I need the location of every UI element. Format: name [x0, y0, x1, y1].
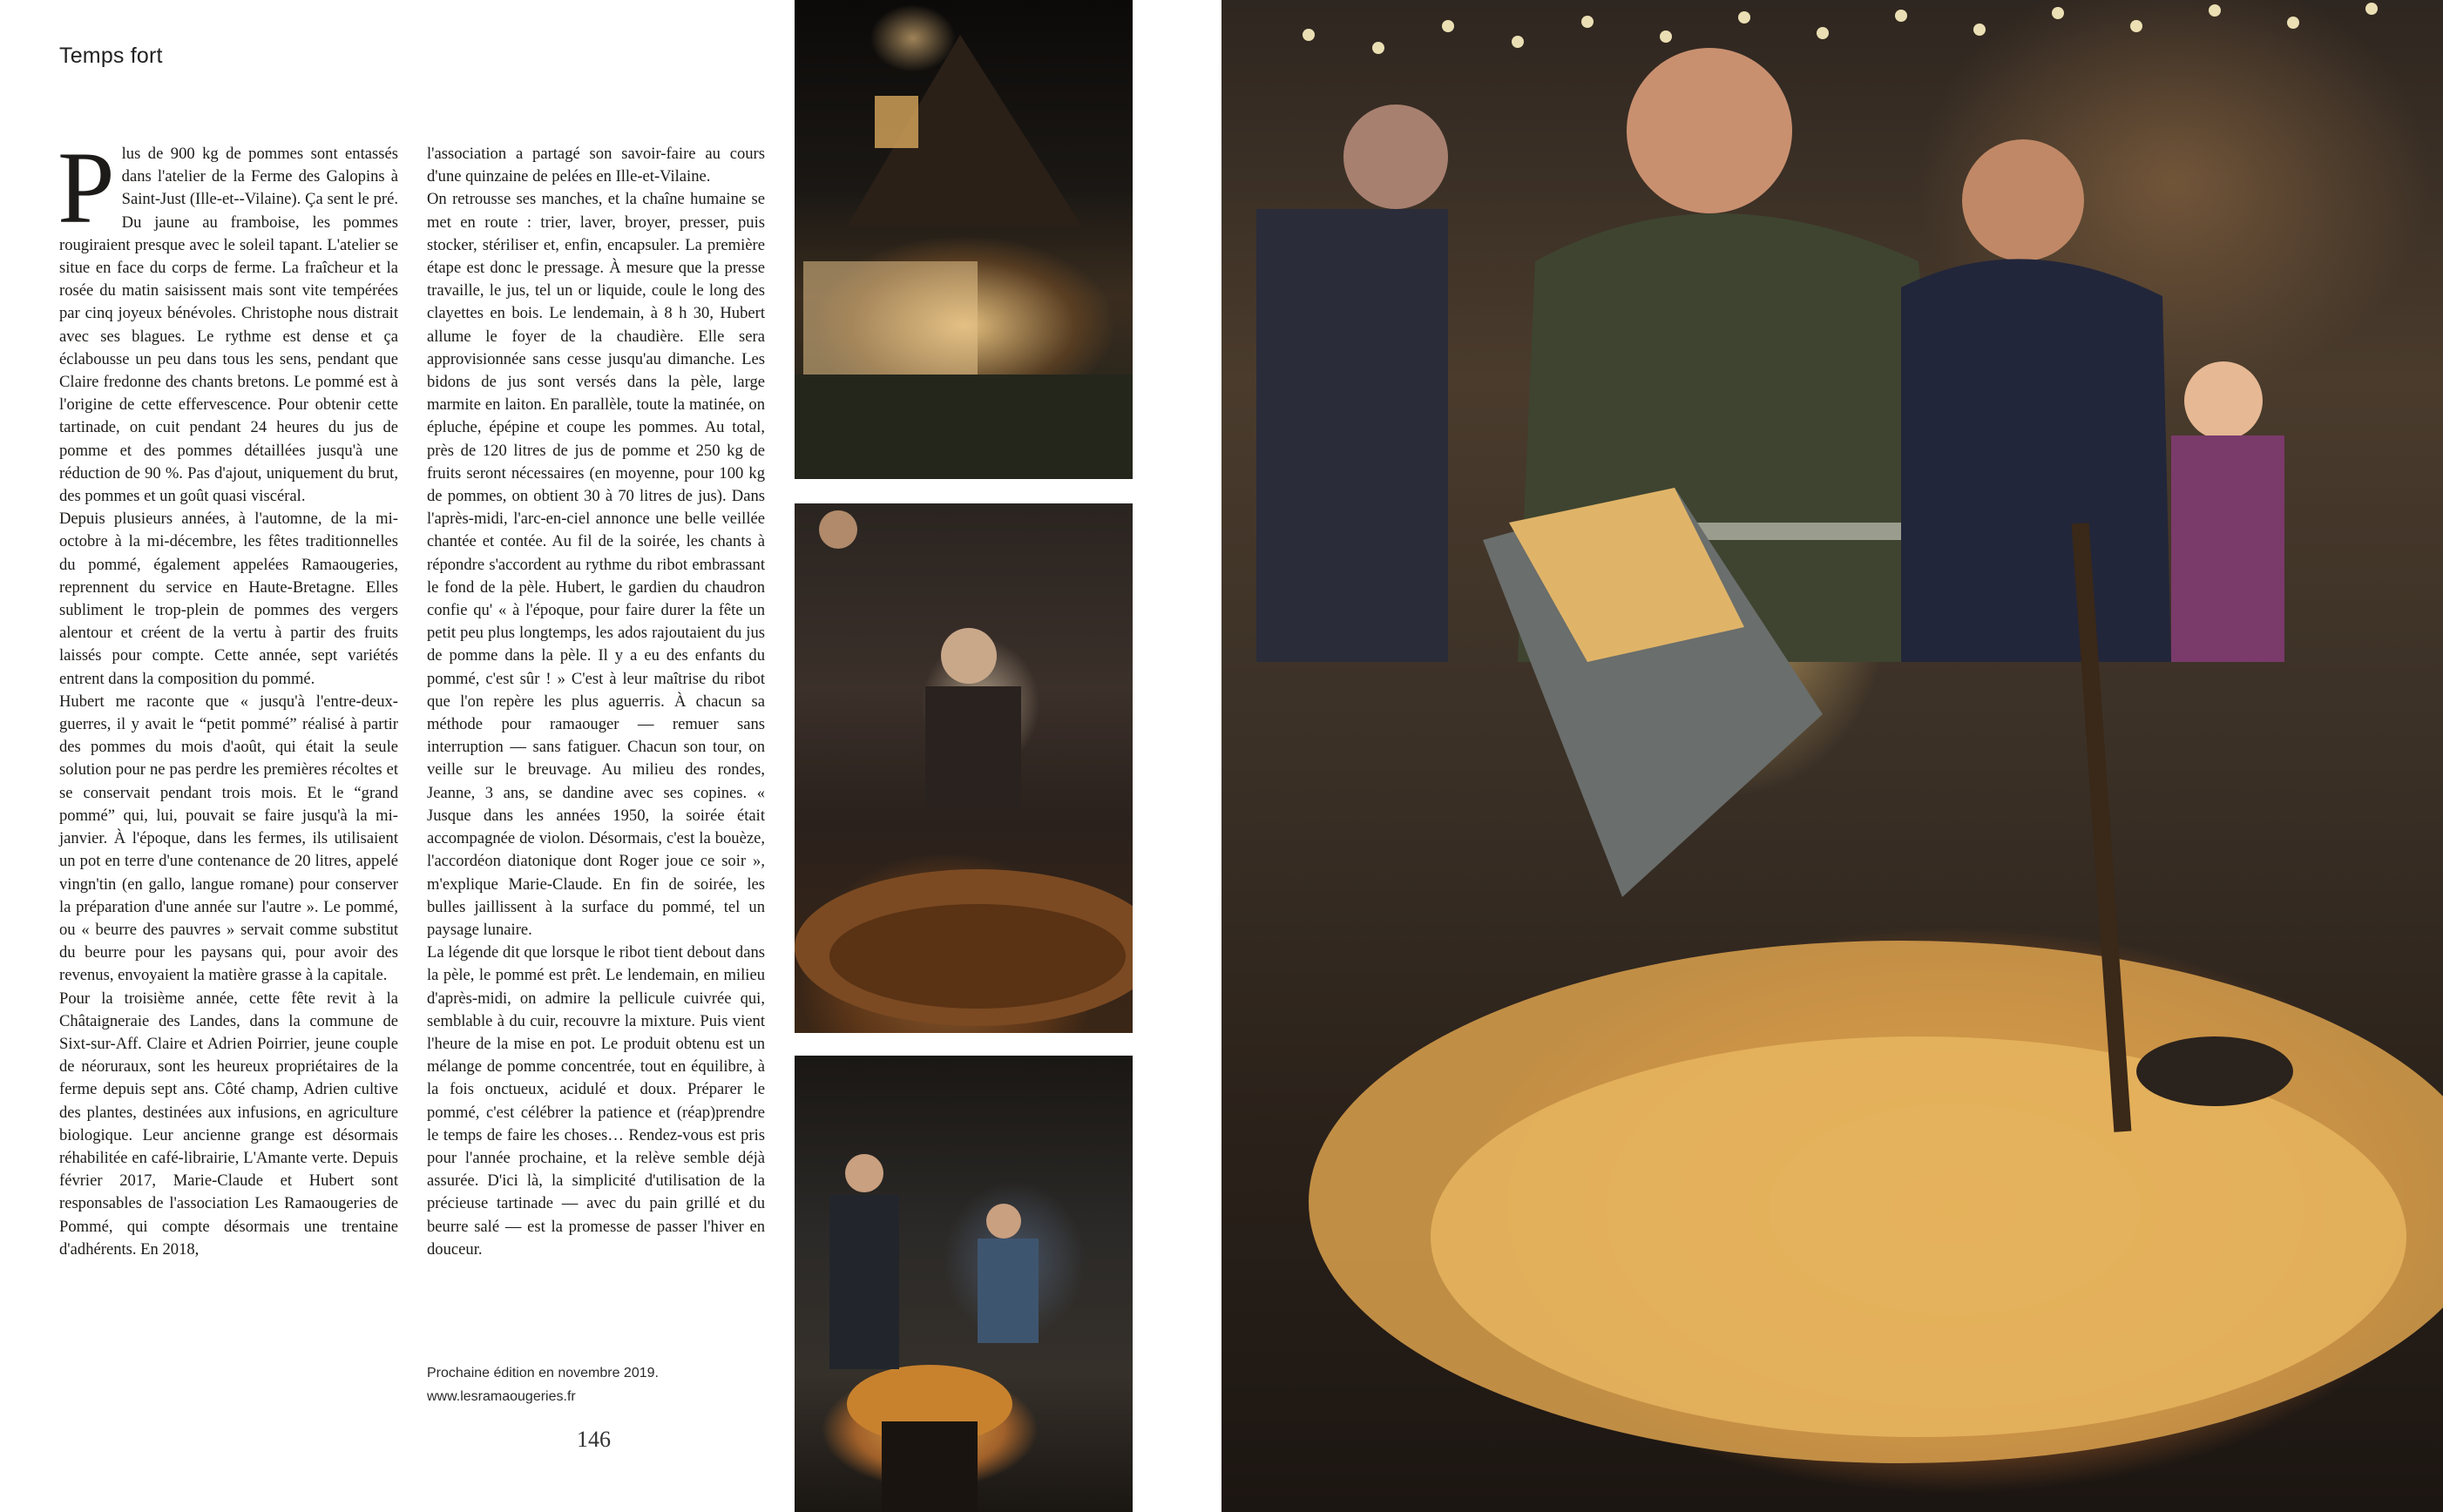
paragraph: l'association a partagé son savoir-faire au cours d'une quinzaine de pelées en Ille-et-Vilaine. [427, 145, 765, 186]
photo-accordion-player [795, 503, 1133, 1033]
photo-stirring-cauldron [795, 1056, 1133, 1512]
article-column-2 [427, 143, 765, 1261]
paragraph: Plus de 900 kg de pommes sont entassés dans l'atelier de la Ferme des Galopins à Saint-Just (Ille-et--Vilaine). Ça sent le pré. Du jaune au framboise, les pommes rougiraient presque avec le soleil tapant. L'atelier se situe en face du corps de ferme. La fraîcheur et la rosée du matin saisissent mais sont vite tempérées par cinq joyeux bénévoles. Christophe nous distrait avec ses blagues. Le rythme est dense et ça éclabousse un peu dans tous les sens, pendant que Claire fredonne des chants bretons. Le pommé est à l'origine de cette effervescence. Pour obtenir cette tartinade, on cuit pendant 24 heures du jus de pomme et des pommes détaillées jusqu'à une réduction de 90 %. Pas d'ajout, uniquement du brut, des pommes et un goût quasi viscéral. [58, 131, 398, 506]
next-edition-note: Prochaine édition en novembre 2019. [427, 1366, 659, 1380]
paragraph: Depuis plusieurs années, à l'automne, de la mi-octobre à la mi-décembre, les fêtes traditionnelles du pommé, également appelées Ramaougeries, reprennent du service en Haute-Bretagne. Elles subliment le trop-plein de pommes des vergers alentour et créent de la vertu à partir des fruits laissés pour compte. Cette année, sept variétés entrent dans la composition du pommé. [59, 510, 398, 688]
section-label: Temps fort [59, 44, 163, 68]
paragraph: Hubert me raconte que « jusqu'à l'entre-deux-guerres, il y avait le “petit pommé” réalisé à partir des pommes du mois d'août, qui était la seule solution pour ne pas perdre les premières récoltes et se conservait pendant trois mois. Et le “grand pommé” qui, lui, pouvait se faire jusqu'à la mi-janvier. À l'époque, dans les fermes, ils utilisaient un pot en terre d'une contenance de 20 litres, appelé vingn'tin (en gallo, langue romane) pour conserver la préparation d'une année sur l'autre ». Le pommé, ou « beurre des pauvres » servait comme substitut du beurre pour les paysans qui, pour avoir des revenus, envoyaient la matière grasse à la capitale. [59, 692, 398, 985]
photo-pouring-apples [1222, 0, 2443, 1512]
paragraph: Pour la troisième année, cette fête revit à la Châtaigneraie des Landes, dans la commune de Sixt-sur-Aff. Claire et Adrien Poirrier, jeune couple de néoruraux, sont les heureux propriétaires de la ferme depuis sept ans. Côté champ, Adrien cultive des plantes, destinées aux infusions, en agriculture biologique. Leur ancienne grange est désormais réhabilitée en café-librairie, L'Amante verte. Depuis février 2017, Marie-Claude et Hubert sont responsables de l'association Les Ramaougeries de Pommé, qui compte désormais une trentaine d'adhérents. En 2018, [59, 989, 398, 1259]
website-link[interactable]: www.lesramaougeries.fr [427, 1389, 576, 1404]
photo-farm-night [795, 0, 1133, 479]
page-number: 146 [577, 1427, 611, 1452]
event-info [427, 1361, 659, 1408]
article-column-1 [58, 131, 398, 1261]
drop-cap: P [58, 131, 115, 245]
paragraph: On retrousse ses manches, et la chaîne humaine se met en route : trier, laver, broyer, presser, puis stocker, stériliser et, enfin, encapsuler. La première étape est donc le pressage. À mesure que la presse travaille, le jus, tel un or liquide, coule le long des clayettes en bois. Le lendemain, à 8 h 30, Hubert allume le foyer de la chaudière. Elle sera approvisionnée sans cesse jusqu'au dimanche. Les bidons de jus sont versés dans la pèle, large marmite en laiton. En parallèle, toute la matinée, on épluche, épépine et coupe les pommes. Au total, près de 120 litres de jus de pomme et 250 kg de fruits seront nécessaires (en moyenne, pour 100 kg de pommes, on obtient 30 à 70 litres de jus). Dans l'après-midi, l'arc-en-ciel annonce une belle veillée chantée et contée. Au fil de la soirée, les chants à répondre s'accordent au rythme du ribot embrassant le fond de la pèle. Hubert, le gardien du chaudron confie qu' « à l'époque, pour faire durer la fête un petit peu plus longtemps, les ados rajoutaient du jus de pomme dans la pèle. Il y a eu des enfants du pommé, c'est sûr ! » C'est à leur maîtrise du ribot que l'on repère les plus aguerris. À chacun sa méthode pour ramaouger — remuer sans interruption — sans fatiguer. Chacun son tour, on veille sur le breuvage. Au milieu des rondes, Jeanne, 3 ans, se dandine avec ses copines. « Jusque dans les années 1950, la soirée était accompagnée de violon. Désormais, c'est la bouèze, l'accordéon diatonique dont Roger joue ce soir », m'explique Marie-Claude. En fin de soirée, les bulles jaillissent à la surface du pommé, tel un paysage lunaire. [427, 190, 765, 939]
paragraph: La légende dit que lorsque le ribot tient debout dans la pèle, le pommé est prêt. Le lendemain, en milieu d'après-midi, on admire la pellicule cuivrée qui, semblable à du cuir, recouvre la mixture. Puis vient l'heure de la mise en pot. Le produit obtenu est un mélange de pomme concentrée, tout en équilibre, à la fois onctueux, acidulé et doux. Préparer le pommé, c'est célébrer la patience et (réap)prendre le temps de faire les choses… Rendez-vous est pris pour l'année prochaine, et la relève semble déjà assurée. D'ici là, la simplicité d'utilisation de la précieuse tartinade — avec du pain grillé et du beurre salé — est la promesse de passer l'hiver en douceur. [427, 943, 765, 1259]
